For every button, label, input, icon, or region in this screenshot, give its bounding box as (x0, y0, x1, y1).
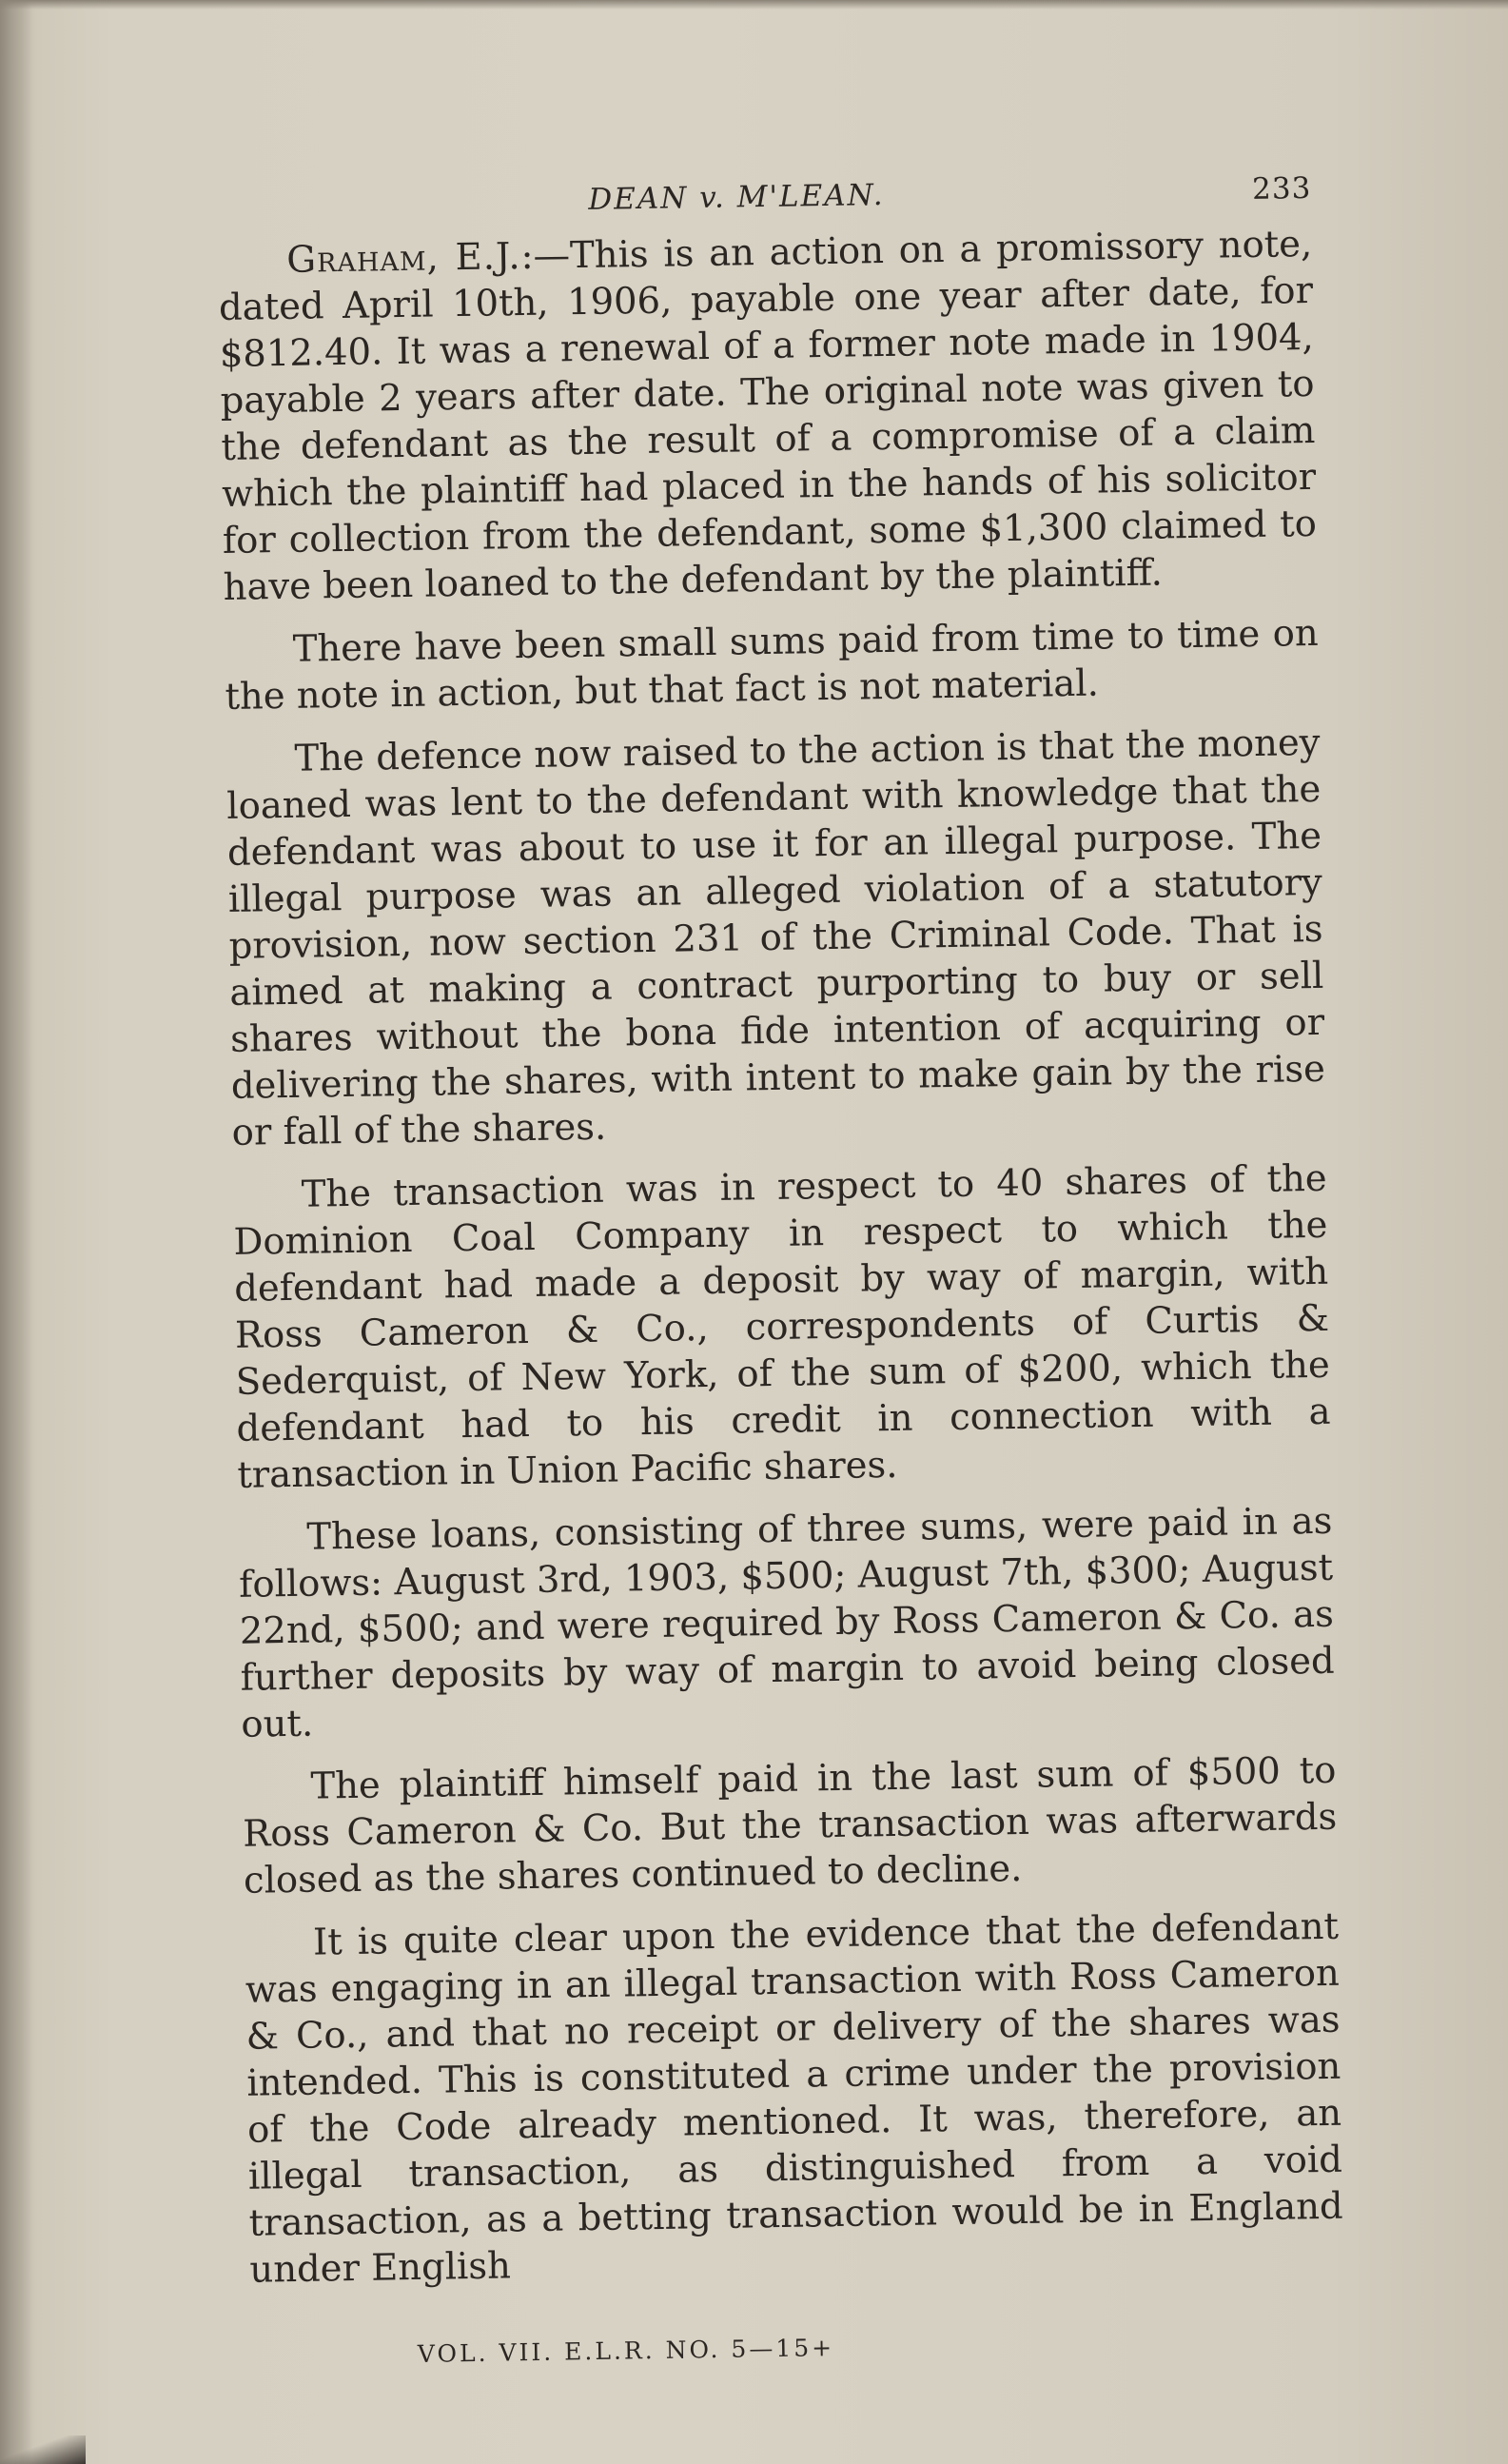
signature-mark: VOL. VII. E.L.R. NO. 5—15+ (417, 2334, 835, 2368)
paragraph-2: There have been small sums paid from time to time on the note in action, but that fact is not material. (225, 611, 1319, 719)
page-corner-shadow (0, 2435, 86, 2464)
page-number: 233 (1251, 170, 1312, 207)
running-title: DEAN v. M'LEAN. (588, 177, 885, 217)
paragraph-6: The plaintiff himself paid in the last sum of $500 to Ross Cameron & Co. But the transaction was afterwards closed as the shares continued to decline. (242, 1748, 1338, 1902)
text-block (217, 164, 1345, 2371)
judge-name: Graham, E.J. (285, 234, 521, 282)
paragraph-1-text: :—This is an action on a promissory note, dated April 10th, 1906, payable one year after date, for $812.40. It was a renewal of a former note made in 1904, payable 2 years after date. The original note was given to the defendant as the result of a compromise of a claim which the plaintiff had placed in the hands of his solicitor for collection from the defendant, some $1,300 claimed to have been loaned to the defendant by the plaintiff. (218, 222, 1318, 609)
paragraph-5: These loans, consisting of three sums, were paid in as follows: August 3rd, 1903, $500; August 7th, $300; August 22nd, $500; and were required by Ross Cameron & Co. as further deposits by way of margin to avoid being closed out. (238, 1499, 1335, 1746)
paragraph-1 (218, 221, 1318, 611)
paragraph-4: The transaction was in respect to 40 shares of the Dominion Coal Company in respect to which the defendant had made a deposit by way of margin, with Ross Cameron & Co., correspondents of Curtis & Sederquist, of New York, of the sum of $200, which the defendant had to his credit in connection with a transaction in Union Pacific shares. (233, 1156, 1331, 1497)
paragraph-3: The defence now raised to the action is that the money loaned was lent to the defendant with knowledge that the defendant was about to use it for an illegal purpose. The illegal purpose was an alleged violation of a statutory provision, now section 231 of the Criminal Code. That is aimed at making a contract purporting to buy or sell shares without the bona fide intention of acquiring or delivering the shares, with intent to make gain by the rise or fall of the shares. (225, 720, 1326, 1154)
paragraph-7: It is quite clear upon the evidence that the defendant was engaging in an illegal transaction with Ross Cameron & Co., and that no receipt or delivery of the shares was intended. This is constituted a crime under the provision of the Code already mentioned. It was, therefore, an illegal transaction, as distinguished from a void transaction, as a betting transaction would be in England under English (245, 1904, 1343, 2292)
binding-gutter-shadow (0, 0, 32, 2464)
page-top-edge (0, 0, 1508, 10)
